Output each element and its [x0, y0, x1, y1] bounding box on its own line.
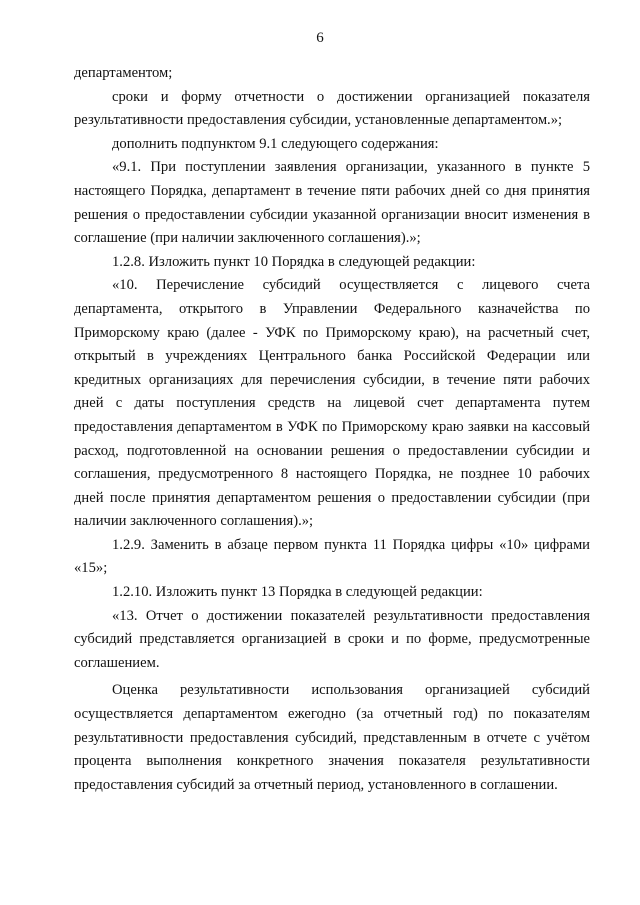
paragraph-reporting-terms: сроки и форму отчетности о достижении организацией показателя результативности предоставления субсидии, установленные департаментом.»;	[74, 88, 590, 129]
paragraph-point-13: «13. Отчет о достижении показателей результативности предоставления субсидий представляется организацией в сроки и по форме, предусмотренные соглашением.	[74, 607, 590, 671]
paragraph-continuation: департаментом;	[74, 65, 173, 81]
document-body	[74, 62, 590, 797]
paragraph-1-2-9: 1.2.9. Заменить в абзаце первом пункта 11 Порядка цифры «10» цифрами «15»;	[74, 536, 590, 577]
paragraph-point-10: «10. Перечисление субсидий осуществляется с лицевого счета департамента, открытого в Управлении Федерального казначейства по Приморскому краю (далее - УФК по Приморскому краю), на расчетный счет, открытый в учреждениях Центрального банка Российской Федерации или кредитных организациях для перечисления субсидии, в течение пяти рабочих дней с даты поступления средств на лицевой счет департамента путем предоставления департаментом в УФК по Приморскому краю заявки на кассовый расход, подготовленной на основании решения о предоставлении субсидии и соглашения, предусмотренного 8 настоящего Порядка, не позднее 10 рабочих дней после принятия департаментом решения о предоставлении субсидии (при наличии заключенного соглашения).»;	[74, 277, 590, 530]
paragraph-1-2-8: 1.2.8. Изложить пункт 10 Порядка в следующей редакции:	[112, 253, 476, 270]
page-number: 6	[316, 30, 324, 46]
paragraph-add-subpoint: дополнить подпунктом 9.1 следующего содержания:	[112, 135, 439, 152]
paragraph-1-2-10: 1.2.10. Изложить пункт 13 Порядка в следующей редакции:	[112, 584, 483, 601]
paragraph-effectiveness-evaluation: Оценка результативности использования организацией субсидий осуществляется департаментом ежегодно (за отчетный год) по показателям результативности предоставления субсидий, представленным в отчете с учётом процента выполнения конкретного значения показателя результативности предоставления субсидий за отчетный период, установленного в соглашении.	[74, 682, 590, 793]
paragraph-subpoint-9-1: «9.1. При поступлении заявления организации, указанного в пункте 5 настоящего Порядка, департамент в течение пяти рабочих дней со дня принятия решения о предоставлении субсидии указанной организации вносит изменения в соглашение (при наличии заключенного соглашения).»;	[74, 159, 590, 247]
